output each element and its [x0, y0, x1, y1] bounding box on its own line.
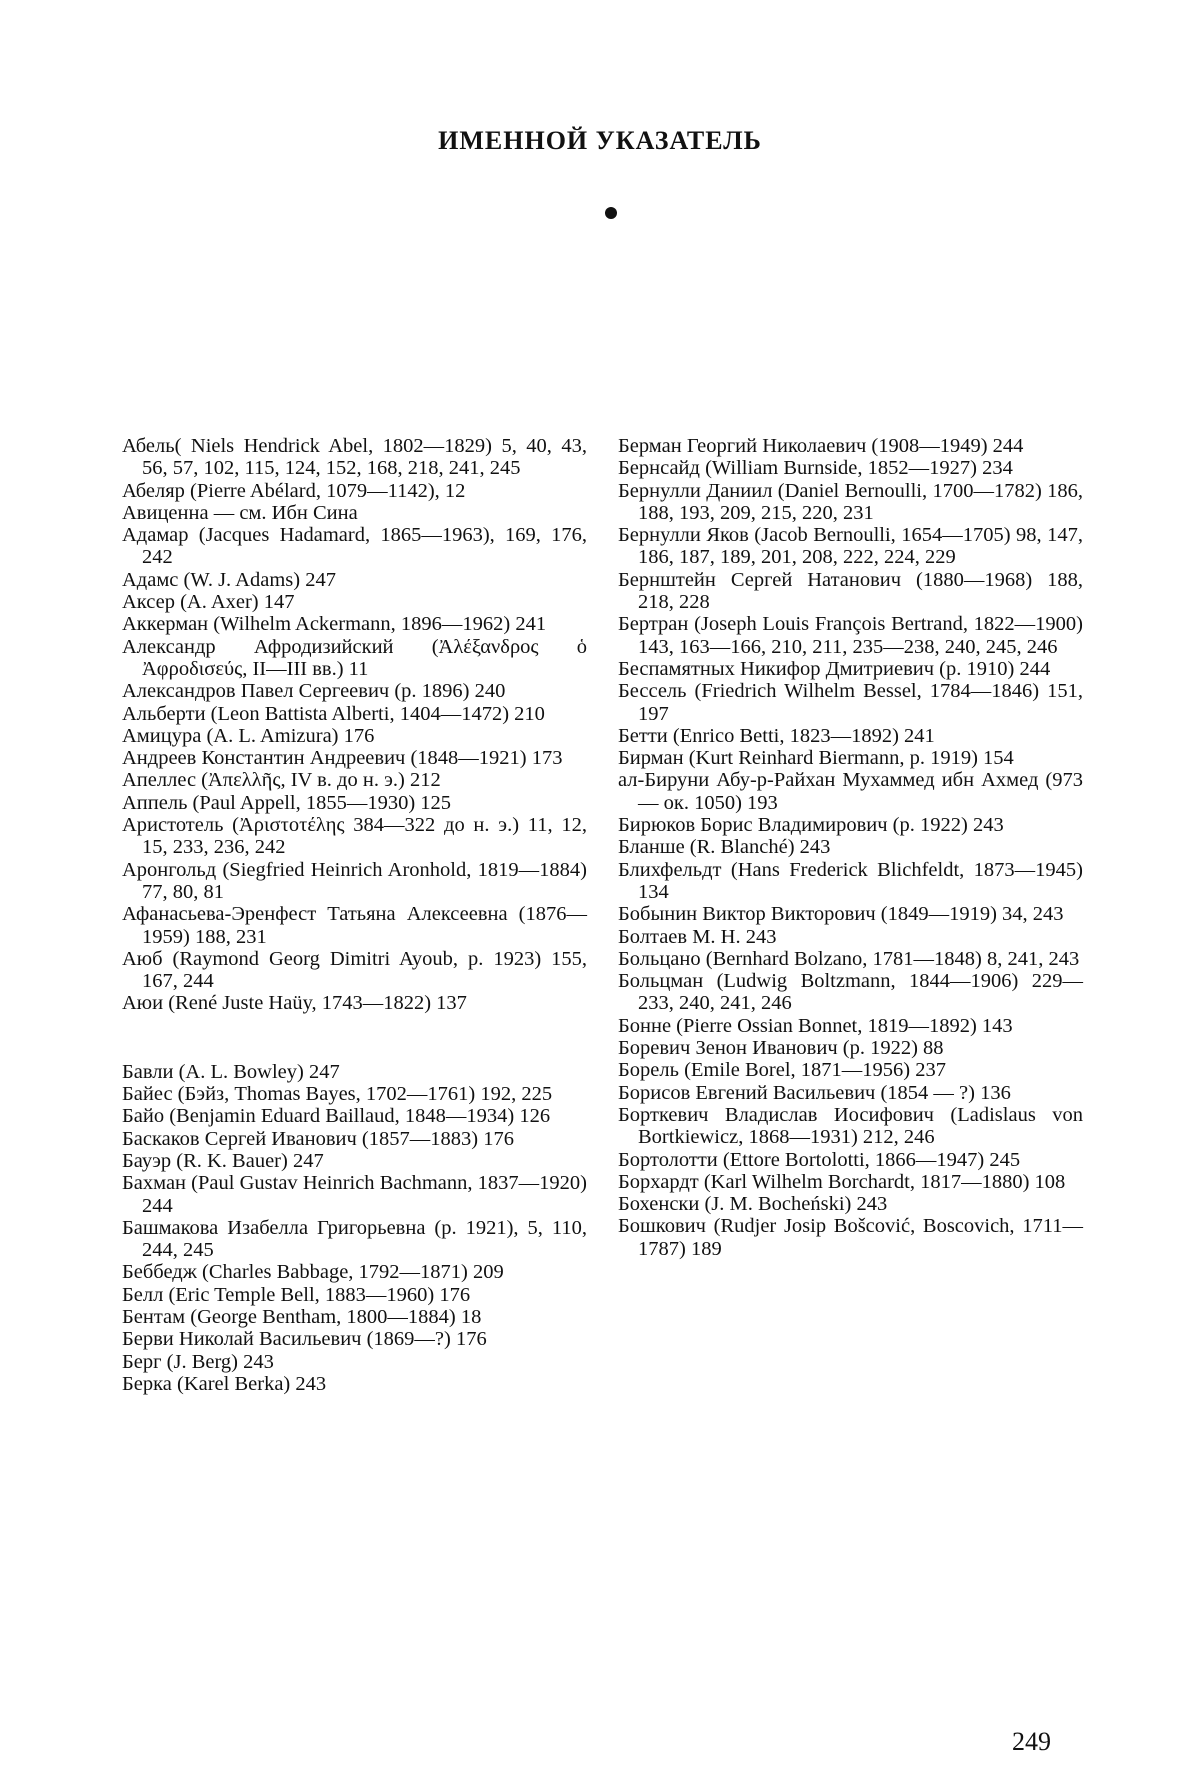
- index-entry: Берви Николай Васильевич (1869—?) 176: [122, 1328, 487, 1351]
- index-entry: Башмакова Изабелла Григорьевна (р. 1921), 5, 110, 244, 245: [122, 1216, 587, 1262]
- index-entry: Берка (Karel Berka) 243: [122, 1372, 327, 1395]
- index-entry: Бортолотти (Ettore Bortolotti, 1866—1947) 245: [618, 1148, 1021, 1171]
- index-entry: Борткевич Владислав Иосифович (Ladislaus von Bortkiewicz, 1868—1931) 212, 246: [618, 1103, 1083, 1149]
- index-entry: Бессель (Friedrich Wilhelm Bessel, 1784—1846) 151, 197: [618, 680, 1083, 725]
- index-entry: Бошкович (Rudjer Josip Bošcović, Boscovich, 1711—1787) 189: [618, 1215, 1083, 1260]
- index-entry: Аппель (Paul Appell, 1855—1930) 125: [122, 791, 452, 814]
- index-entry: Афанасьева-Эренфест Татьяна Алексеевна (1876—1959) 188, 231: [122, 903, 587, 948]
- index-entry: Байес (Бэйз, Thomas Bayes, 1702—1761) 192, 225: [122, 1083, 553, 1106]
- index-entry: Берман Георгий Николаевич (1908—1949) 244: [618, 435, 1024, 457]
- index-entry: Аккерман (Wilhelm Ackermann, 1896—1962) 241: [122, 613, 547, 636]
- index-entry: Адамар (Jacques Hadamard, 1865—1963), 169, 176, 242: [122, 524, 587, 569]
- index-column-left: [122, 435, 587, 1395]
- index-entry: Аксер (A. Axer) 147: [122, 591, 295, 614]
- index-entry: Больцано (Bernhard Bolzano, 1781—1848) 8, 241, 243: [618, 947, 1080, 970]
- index-entry: Александров Павел Сергеевич (р. 1896) 240: [122, 680, 506, 703]
- index-group-b: [122, 1061, 587, 1395]
- index-entry: Белл (Eric Temple Bell, 1883—1960) 176: [122, 1283, 471, 1306]
- ornament-dot: [605, 207, 617, 219]
- index-entry: Аристотель (Ἀριστοτέλης 384—322 до н. э.) 11, 12, 15, 233, 236, 242: [122, 814, 587, 859]
- index-entry: Амицура (A. L. Amizura) 176: [122, 724, 375, 747]
- index-group-a: [122, 435, 587, 1015]
- index-entry: Альберти (Leon Battista Alberti, 1404—1472) 210: [122, 702, 545, 725]
- index-entry: Андреев Константин Андреевич (1848—1921) 173: [122, 747, 563, 770]
- index-entry: Борисов Евгений Васильевич (1854 — ?) 136: [618, 1081, 1011, 1104]
- index-entry: Бавли (A. L. Bowley) 247: [122, 1060, 340, 1083]
- page-title: ИМЕННОЙ УКАЗАТЕЛЬ: [438, 126, 762, 155]
- group-gap: [122, 1015, 587, 1061]
- index-entry: Бауэр (R. K. Bauer) 247: [122, 1149, 324, 1172]
- index-entry: Берг (J. Berg) 243: [122, 1350, 274, 1373]
- index-entry: Больцман (Ludwig Boltzmann, 1844—1906) 229—233, 240, 241, 246: [618, 970, 1083, 1015]
- index-entry: Бентам (George Bentham, 1800—1884) 18: [122, 1305, 482, 1328]
- index-entry: Бахман (Paul Gustav Heinrich Bachmann, 1837—1920) 244: [122, 1172, 587, 1217]
- index-entry: Апеллес (Ἀπελλῆς, IV в. до н. э.) 212: [122, 769, 441, 792]
- index-entry: Бернулли Даниил (Daniel Bernoulli, 1700—1782) 186, 188, 193, 209, 215, 220, 231: [618, 479, 1083, 524]
- index-entry: Бирман (Kurt Reinhard Biermann, р. 1919) 154: [618, 747, 1014, 770]
- index-entry: Борель (Emile Borel, 1871—1956) 237: [618, 1059, 946, 1082]
- index-entry: Боревич Зенон Иванович (р. 1922) 88: [618, 1037, 944, 1060]
- index-entry: Бертран (Joseph Louis François Bertrand, 1822—1900) 143, 163—166, 210, 211, 235—238, 240, 245, 246: [618, 613, 1083, 658]
- index-entry: Аюи (René Juste Haüy, 1743—1822) 137: [122, 992, 467, 1015]
- index-entry: Адамс (W. J. Adams) 247: [122, 568, 336, 591]
- page-number: 249: [1012, 1727, 1051, 1756]
- index-entry: Бетти (Enrico Betti, 1823—1892) 241: [618, 724, 935, 747]
- index-entry: Беспамятных Никифор Дмитриевич (р. 1910) 244: [618, 657, 1051, 680]
- index-entry: Борхардт (Karl Wilhelm Borchardt, 1817—1880) 108: [618, 1170, 1066, 1193]
- index-entry: Александр Афродизийский (Ἀλέξανδρος ὁ Ἀφροδισεύς, II—III вв.) 11: [122, 635, 587, 680]
- index-entry: Бонне (Pierre Ossian Bonnet, 1819—1892) 143: [618, 1014, 1013, 1037]
- index-entry: Аюб (Raymond Georg Dimitri Ayoub, р. 1923) 155, 167, 244: [122, 947, 587, 993]
- index-entry: Бернштейн Сергей Натанович (1880—1968) 188, 218, 228: [618, 568, 1083, 614]
- index-column-right: [618, 435, 1083, 1260]
- index-entry: Бернулли Яков (Jacob Bernoulli, 1654—1705) 98, 147, 186, 187, 189, 201, 208, 222, 224, 229: [618, 524, 1083, 569]
- index-entry: ал-Бируни Абу-р-Райхан Мухаммед ибн Ахмед (973 — ок. 1050) 193: [618, 769, 1083, 814]
- index-entry: Аронгольд (Siegfried Heinrich Aronhold, 1819—1884) 77, 80, 81: [122, 858, 587, 903]
- index-entry: Авиценна — см. Ибн Сина: [122, 501, 358, 524]
- index-entry: Байо (Benjamin Eduard Baillaud, 1848—1934) 126: [122, 1105, 551, 1128]
- index-entry: Блихфельдт (Hans Frederick Blichfeldt, 1873—1945) 134: [618, 858, 1083, 903]
- index-entry: Бернсайд (William Burnside, 1852—1927) 234: [618, 457, 1013, 480]
- index-entry: Бохенски (J. M. Bocheński) 243: [618, 1193, 888, 1216]
- index-entry: Баскаков Сергей Иванович (1857—1883) 176: [122, 1127, 514, 1150]
- index-entry: Абель( Niels Hendrick Abel, 1802—1829) 5, 40, 43, 56, 57, 102, 115, 124, 152, 168, 218, 241, 245: [122, 435, 587, 480]
- index-entry: Абеляр (Pierre Abélard, 1079—1142), 12: [122, 479, 466, 502]
- index-entry: Беббедж (Charles Babbage, 1792—1871) 209: [122, 1261, 504, 1284]
- index-entry: Бобынин Виктор Викторович (1849—1919) 34, 243: [618, 903, 1064, 926]
- index-entry: Бирюков Борис Владимирович (р. 1922) 243: [618, 814, 1004, 837]
- index-entry: Бланше (R. Blanché) 243: [618, 836, 831, 859]
- index-entry: Болтаев М. Н. 243: [618, 925, 777, 948]
